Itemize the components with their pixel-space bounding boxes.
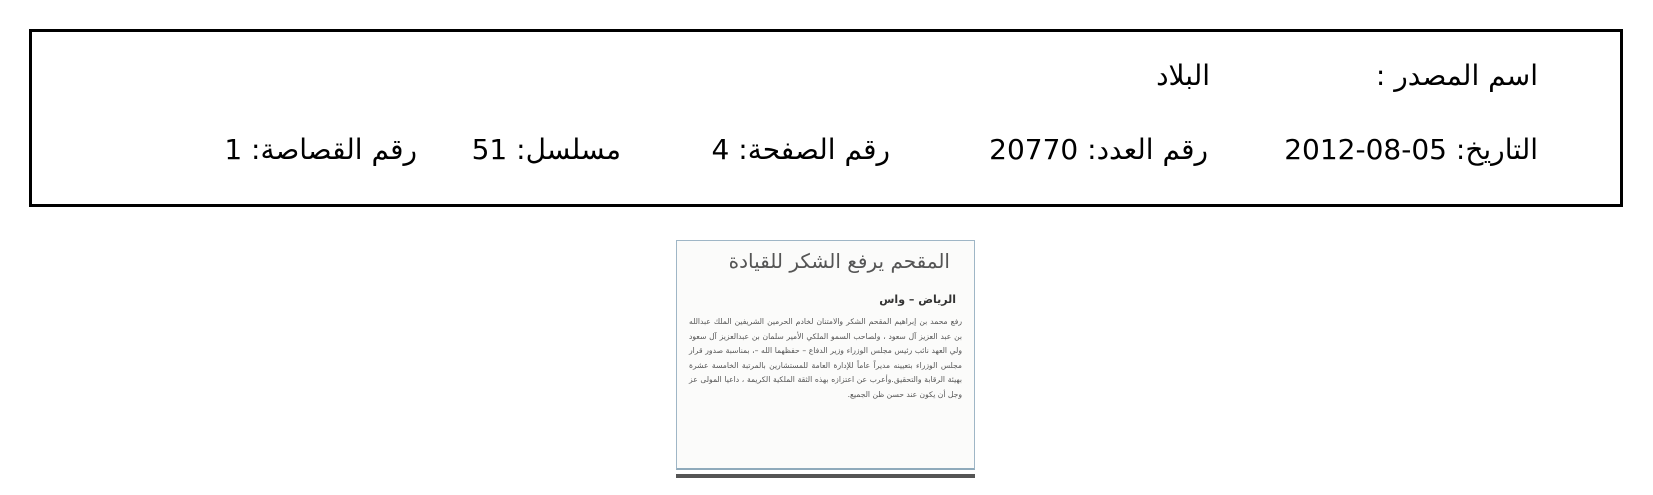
clip-number-field: رقم القصاصة: 1: [224, 133, 417, 166]
clipping-bottom-rule: [676, 474, 975, 478]
issue-number-field: رقم العدد: 20770: [989, 133, 1208, 166]
meta-row: [78, 130, 1538, 170]
page-number-field: رقم الصفحة: 4: [711, 133, 890, 166]
serial-field: مسلسل: 51: [471, 133, 621, 166]
source-value: البلاد: [1156, 59, 1210, 92]
source-label: اسم المصدر :: [1375, 59, 1538, 92]
clipping-byline: الرياض – واس: [879, 293, 956, 306]
clipping-body: رفع محمد بن إبراهيم المقحم الشكر والامتنان لخادم الحرمين الشريفين الملك عبدالله بن عبد العزيز آل سعود ، ولصاحب السمو الملكي الأمير سلمان بن عبدالعزيز آل سعود ولي العهد نائب رئيس مجلس الوزراء وزير الدفاع – حفظهما الله –، بمناسبة صدور قرار مجلس الوزراء بتعيينه مديراً عاماً للإدارة العامة للمستشارين بالمرتبة الخامسة عشرة بهيئة الرقابة والتحقيق.وأعرب عن اعتزازه بهذه الثقة الملكية الكريمة ، داعيا المولى عز وجل أن يكون عند حسن ظن الجميع.: [689, 317, 962, 399]
clipping-headline: المقحم يرفع الشكر للقيادة: [728, 249, 950, 273]
newspaper-clipping: [676, 240, 975, 470]
source-row: [78, 56, 1538, 96]
source-info-box: [29, 29, 1623, 207]
date-field: التاريخ: 05-08-2012: [1284, 133, 1538, 166]
